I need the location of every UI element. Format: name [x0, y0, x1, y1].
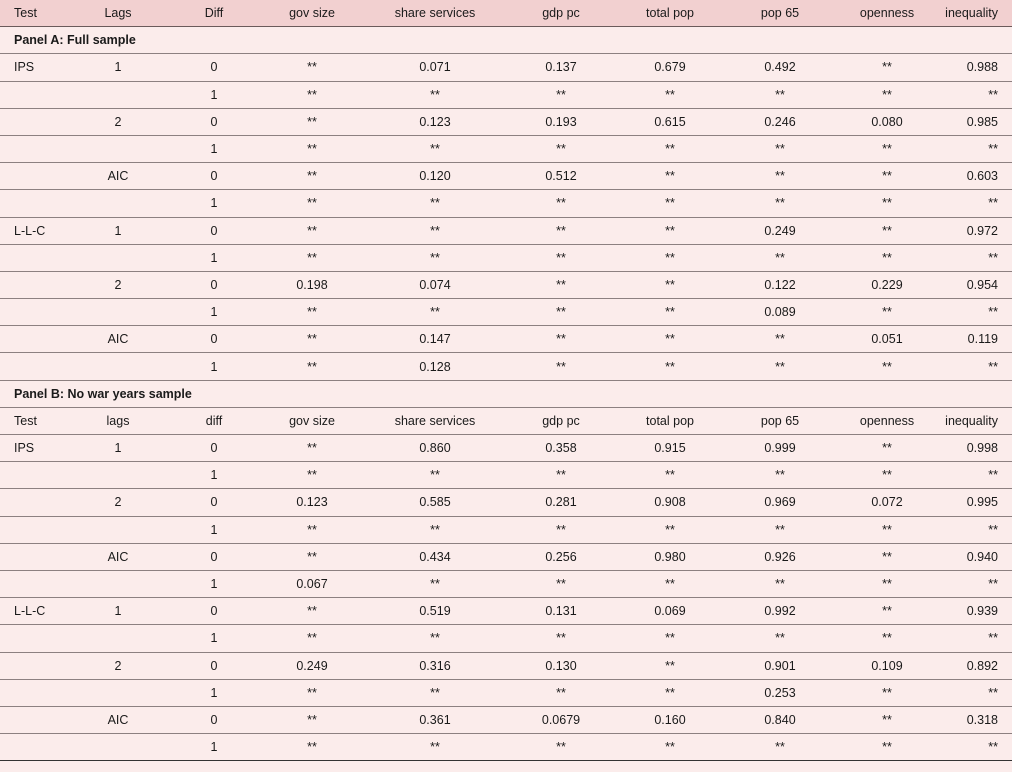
cell-share: 0.128 [360, 353, 510, 380]
cell-p65: ** [728, 326, 832, 353]
cell-open: ** [832, 135, 942, 162]
table-row [0, 271, 1012, 298]
cell-lags: AIC [72, 326, 164, 353]
cell-gov: ** [264, 734, 360, 761]
cell-share: ** [360, 625, 510, 652]
cell-share: ** [360, 462, 510, 489]
table-row [0, 435, 1012, 462]
cell-open: ** [832, 543, 942, 570]
table-row [0, 244, 1012, 271]
cell-gdp: 0.137 [510, 54, 612, 81]
cell-gdp: ** [510, 81, 612, 108]
cell-lags: 2 [72, 652, 164, 679]
cell-share: 0.120 [360, 163, 510, 190]
cell-diff: 1 [164, 353, 264, 380]
cell-p65: 0.840 [728, 706, 832, 733]
cell-p65: 0.969 [728, 489, 832, 516]
cell-lags [72, 353, 164, 380]
cell-gov: ** [264, 353, 360, 380]
cell-ineq: 0.995 [942, 489, 1012, 516]
cell-tot: ** [612, 516, 728, 543]
cell-share: share services [360, 0, 510, 27]
cell-gdp: 0.0679 [510, 706, 612, 733]
cell-gov: ** [264, 326, 360, 353]
cell-tot: 0.908 [612, 489, 728, 516]
table-row [0, 679, 1012, 706]
cell-test [0, 353, 72, 380]
cell-gdp: ** [510, 679, 612, 706]
cell-share: 0.147 [360, 326, 510, 353]
cell-tot: 0.069 [612, 598, 728, 625]
cell-ineq: 0.603 [942, 163, 1012, 190]
cell-lags [72, 516, 164, 543]
cell-open: ** [832, 570, 942, 597]
cell-ineq: 0.119 [942, 326, 1012, 353]
cell-test [0, 625, 72, 652]
table-row [0, 54, 1012, 81]
table-row [0, 81, 1012, 108]
cell-diff: 1 [164, 190, 264, 217]
cell-open: openness [832, 407, 942, 434]
cell-tot: ** [612, 299, 728, 326]
cell-lags [72, 81, 164, 108]
cell-diff: diff [164, 407, 264, 434]
cell-test [0, 734, 72, 761]
cell-gdp: ** [510, 516, 612, 543]
cell-diff: 0 [164, 108, 264, 135]
cell-lags: AIC [72, 706, 164, 733]
header-row [0, 0, 1012, 27]
cell-gdp: 0.358 [510, 435, 612, 462]
cell-lags: 2 [72, 108, 164, 135]
cell-tot: 0.160 [612, 706, 728, 733]
cell-gdp: ** [510, 625, 612, 652]
cell-ineq: ** [942, 299, 1012, 326]
cell-diff: 1 [164, 462, 264, 489]
table-row [0, 462, 1012, 489]
cell-gdp: ** [510, 462, 612, 489]
cell-share: 0.860 [360, 435, 510, 462]
cell-gov: 0.123 [264, 489, 360, 516]
cell-lags: AIC [72, 543, 164, 570]
cell-gov: ** [264, 190, 360, 217]
cell-ineq: ** [942, 353, 1012, 380]
cell-lags [72, 462, 164, 489]
cell-gov: gov size [264, 407, 360, 434]
cell-open: 0.080 [832, 108, 942, 135]
cell-diff: Diff [164, 0, 264, 27]
cell-ineq: 0.998 [942, 435, 1012, 462]
cell-test [0, 271, 72, 298]
cell-p65: pop 65 [728, 407, 832, 434]
cell-share: ** [360, 190, 510, 217]
cell-lags [72, 625, 164, 652]
cell-test: Test [0, 407, 72, 434]
cell-gov: ** [264, 706, 360, 733]
cell-test [0, 489, 72, 516]
cell-p65: pop 65 [728, 0, 832, 27]
subheader-row [0, 407, 1012, 434]
cell-p65: 0.249 [728, 217, 832, 244]
cell-lags: 2 [72, 489, 164, 516]
cell-p65: ** [728, 190, 832, 217]
cell-gov: ** [264, 135, 360, 162]
cell-diff: 0 [164, 217, 264, 244]
cell-ineq: 0.892 [942, 652, 1012, 679]
cell-tot: ** [612, 81, 728, 108]
cell-test [0, 543, 72, 570]
cell-gdp: ** [510, 190, 612, 217]
cell-diff: 1 [164, 299, 264, 326]
cell-gdp: ** [510, 135, 612, 162]
cell-tot: ** [612, 190, 728, 217]
table-row [0, 190, 1012, 217]
cell-gov: ** [264, 679, 360, 706]
cell-ineq: 0.939 [942, 598, 1012, 625]
cell-tot: ** [612, 217, 728, 244]
cell-diff: 0 [164, 163, 264, 190]
cell-ineq: 0.972 [942, 217, 1012, 244]
cell-gov: ** [264, 543, 360, 570]
cell-open: ** [832, 706, 942, 733]
cell-gov: ** [264, 516, 360, 543]
cell-diff: 1 [164, 244, 264, 271]
cell-p65: ** [728, 462, 832, 489]
cell-p65: 0.089 [728, 299, 832, 326]
cell-p65: ** [728, 570, 832, 597]
cell-diff: 1 [164, 135, 264, 162]
cell-gov: ** [264, 54, 360, 81]
cell-tot: ** [612, 135, 728, 162]
cell-ineq: 0.954 [942, 271, 1012, 298]
table-row [0, 734, 1012, 761]
cell-ineq: 0.988 [942, 54, 1012, 81]
cell-gov: 0.198 [264, 271, 360, 298]
cell-share: 0.123 [360, 108, 510, 135]
cell-share: ** [360, 679, 510, 706]
cell-gdp: ** [510, 244, 612, 271]
cell-open: ** [832, 462, 942, 489]
cell-share: ** [360, 135, 510, 162]
cell-test [0, 570, 72, 597]
cell-open: ** [832, 435, 942, 462]
cell-tot: ** [612, 462, 728, 489]
cell-open: ** [832, 163, 942, 190]
cell-lags: 1 [72, 435, 164, 462]
cell-test: IPS [0, 435, 72, 462]
table-row [0, 516, 1012, 543]
cell-gov: gov size [264, 0, 360, 27]
table-row [0, 489, 1012, 516]
cell-open: 0.229 [832, 271, 942, 298]
cell-share: ** [360, 570, 510, 597]
cell-diff: 1 [164, 516, 264, 543]
cell-open: openness [832, 0, 942, 27]
cell-lags: 1 [72, 217, 164, 244]
cell-tot: ** [612, 652, 728, 679]
cell-share: ** [360, 217, 510, 244]
cell-share: 0.074 [360, 271, 510, 298]
cell-open: 0.051 [832, 326, 942, 353]
table-row [0, 217, 1012, 244]
cell-open: ** [832, 54, 942, 81]
cell-gov: ** [264, 462, 360, 489]
cell-gdp: 0.512 [510, 163, 612, 190]
cell-test [0, 244, 72, 271]
cell-gov: ** [264, 299, 360, 326]
cell-test [0, 326, 72, 353]
cell-test [0, 652, 72, 679]
cell-gdp: gdp pc [510, 407, 612, 434]
cell-p65: ** [728, 516, 832, 543]
cell-p65: 0.253 [728, 679, 832, 706]
cell-p65: ** [728, 734, 832, 761]
cell-p65: ** [728, 244, 832, 271]
cell-diff: 0 [164, 706, 264, 733]
cell-gdp: 0.130 [510, 652, 612, 679]
panel-title-row [0, 380, 1012, 407]
cell-open: 0.072 [832, 489, 942, 516]
cell-tot: ** [612, 163, 728, 190]
cell-gdp: 0.131 [510, 598, 612, 625]
cell-ineq: 0.318 [942, 706, 1012, 733]
cell-gdp: ** [510, 570, 612, 597]
cell-open: ** [832, 353, 942, 380]
cell-test [0, 108, 72, 135]
cell-tot: 0.980 [612, 543, 728, 570]
cell-gdp: 0.281 [510, 489, 612, 516]
cell-p65: ** [728, 135, 832, 162]
cell-p65: ** [728, 163, 832, 190]
cell-p65: 0.122 [728, 271, 832, 298]
cell-tot: ** [612, 244, 728, 271]
cell-lags [72, 135, 164, 162]
cell-ineq: 0.985 [942, 108, 1012, 135]
panel-title: Panel B: No war years sample [0, 380, 1012, 407]
cell-ineq: ** [942, 462, 1012, 489]
cell-diff: 1 [164, 570, 264, 597]
cell-diff: 0 [164, 54, 264, 81]
cell-share: share services [360, 407, 510, 434]
cell-diff: 1 [164, 734, 264, 761]
cell-ineq: 0.940 [942, 543, 1012, 570]
table-row [0, 570, 1012, 597]
cell-p65: 0.492 [728, 54, 832, 81]
cell-open: ** [832, 598, 942, 625]
cell-p65: ** [728, 81, 832, 108]
cell-diff: 1 [164, 679, 264, 706]
cell-p65: ** [728, 353, 832, 380]
table-row [0, 543, 1012, 570]
cell-open: ** [832, 244, 942, 271]
table-row [0, 163, 1012, 190]
cell-gov: ** [264, 625, 360, 652]
cell-gov: ** [264, 108, 360, 135]
table-row [0, 299, 1012, 326]
cell-share: 0.434 [360, 543, 510, 570]
cell-tot: 0.679 [612, 54, 728, 81]
cell-tot: 0.615 [612, 108, 728, 135]
cell-test [0, 163, 72, 190]
cell-p65: 0.246 [728, 108, 832, 135]
cell-test [0, 462, 72, 489]
cell-test: L-L-C [0, 598, 72, 625]
cell-ineq: ** [942, 244, 1012, 271]
cell-p65: 0.999 [728, 435, 832, 462]
cell-lags: 1 [72, 54, 164, 81]
panel-title-row [0, 27, 1012, 54]
cell-diff: 0 [164, 435, 264, 462]
cell-gdp: gdp pc [510, 0, 612, 27]
cell-share: ** [360, 734, 510, 761]
cell-p65: 0.926 [728, 543, 832, 570]
cell-lags [72, 244, 164, 271]
cell-open: ** [832, 679, 942, 706]
table-row [0, 706, 1012, 733]
cell-test [0, 299, 72, 326]
cell-diff: 1 [164, 81, 264, 108]
cell-share: 0.071 [360, 54, 510, 81]
cell-ineq: ** [942, 516, 1012, 543]
cell-share: 0.585 [360, 489, 510, 516]
cell-gov: ** [264, 244, 360, 271]
cell-test [0, 190, 72, 217]
cell-test [0, 516, 72, 543]
cell-gdp: ** [510, 353, 612, 380]
cell-open: ** [832, 81, 942, 108]
cell-tot: total pop [612, 407, 728, 434]
cell-gdp: ** [510, 217, 612, 244]
cell-gdp: 0.256 [510, 543, 612, 570]
panel-title: Panel A: Full sample [0, 27, 1012, 54]
cell-lags: lags [72, 407, 164, 434]
table-row [0, 652, 1012, 679]
cell-gov: ** [264, 435, 360, 462]
table-row [0, 326, 1012, 353]
cell-p65: 0.992 [728, 598, 832, 625]
cell-lags: AIC [72, 163, 164, 190]
cell-lags: 2 [72, 271, 164, 298]
cell-lags [72, 570, 164, 597]
cell-open: 0.109 [832, 652, 942, 679]
cell-open: ** [832, 516, 942, 543]
cell-test [0, 706, 72, 733]
cell-diff: 0 [164, 489, 264, 516]
cell-tot: ** [612, 679, 728, 706]
cell-gov: ** [264, 598, 360, 625]
cell-tot: ** [612, 271, 728, 298]
cell-ineq: ** [942, 625, 1012, 652]
cell-lags: 1 [72, 598, 164, 625]
cell-ineq: ** [942, 190, 1012, 217]
cell-gov: 0.249 [264, 652, 360, 679]
cell-lags [72, 190, 164, 217]
cell-lags [72, 299, 164, 326]
table-row [0, 353, 1012, 380]
cell-gov: 0.067 [264, 570, 360, 597]
cell-ineq: inequality [942, 0, 1012, 27]
cell-tot: 0.915 [612, 435, 728, 462]
cell-gdp: ** [510, 271, 612, 298]
cell-tot: ** [612, 353, 728, 380]
cell-diff: 0 [164, 598, 264, 625]
cell-open: ** [832, 299, 942, 326]
cell-test: Test [0, 0, 72, 27]
cell-lags: Lags [72, 0, 164, 27]
cell-gdp: ** [510, 734, 612, 761]
cell-gov: ** [264, 163, 360, 190]
table-row [0, 598, 1012, 625]
cell-share: ** [360, 516, 510, 543]
cell-ineq: ** [942, 734, 1012, 761]
cell-gdp: 0.193 [510, 108, 612, 135]
cell-lags [72, 679, 164, 706]
cell-diff: 0 [164, 271, 264, 298]
cell-tot: ** [612, 326, 728, 353]
cell-ineq: ** [942, 135, 1012, 162]
cell-share: ** [360, 299, 510, 326]
table-row [0, 135, 1012, 162]
cell-tot: ** [612, 570, 728, 597]
cell-test [0, 81, 72, 108]
cell-share: 0.519 [360, 598, 510, 625]
cell-share: 0.361 [360, 706, 510, 733]
cell-tot: ** [612, 734, 728, 761]
cell-ineq: inequality [942, 407, 1012, 434]
cell-ineq: ** [942, 570, 1012, 597]
cell-diff: 0 [164, 326, 264, 353]
cell-diff: 0 [164, 652, 264, 679]
cell-open: ** [832, 190, 942, 217]
cell-lags [72, 734, 164, 761]
cell-p65: ** [728, 625, 832, 652]
cell-p65: 0.901 [728, 652, 832, 679]
cell-diff: 0 [164, 543, 264, 570]
cell-test [0, 135, 72, 162]
cell-gov: ** [264, 81, 360, 108]
cell-open: ** [832, 217, 942, 244]
cell-share: ** [360, 81, 510, 108]
cell-test [0, 679, 72, 706]
cell-gov: ** [264, 217, 360, 244]
cell-gdp: ** [510, 299, 612, 326]
cell-open: ** [832, 734, 942, 761]
cell-ineq: ** [942, 81, 1012, 108]
cell-ineq: ** [942, 679, 1012, 706]
cell-share: ** [360, 244, 510, 271]
cell-test: L-L-C [0, 217, 72, 244]
table-row [0, 625, 1012, 652]
cell-diff: 1 [164, 625, 264, 652]
cell-open: ** [832, 625, 942, 652]
table-row [0, 108, 1012, 135]
cell-test: IPS [0, 54, 72, 81]
cell-gdp: ** [510, 326, 612, 353]
cell-tot: total pop [612, 0, 728, 27]
cell-tot: ** [612, 625, 728, 652]
cell-share: 0.316 [360, 652, 510, 679]
